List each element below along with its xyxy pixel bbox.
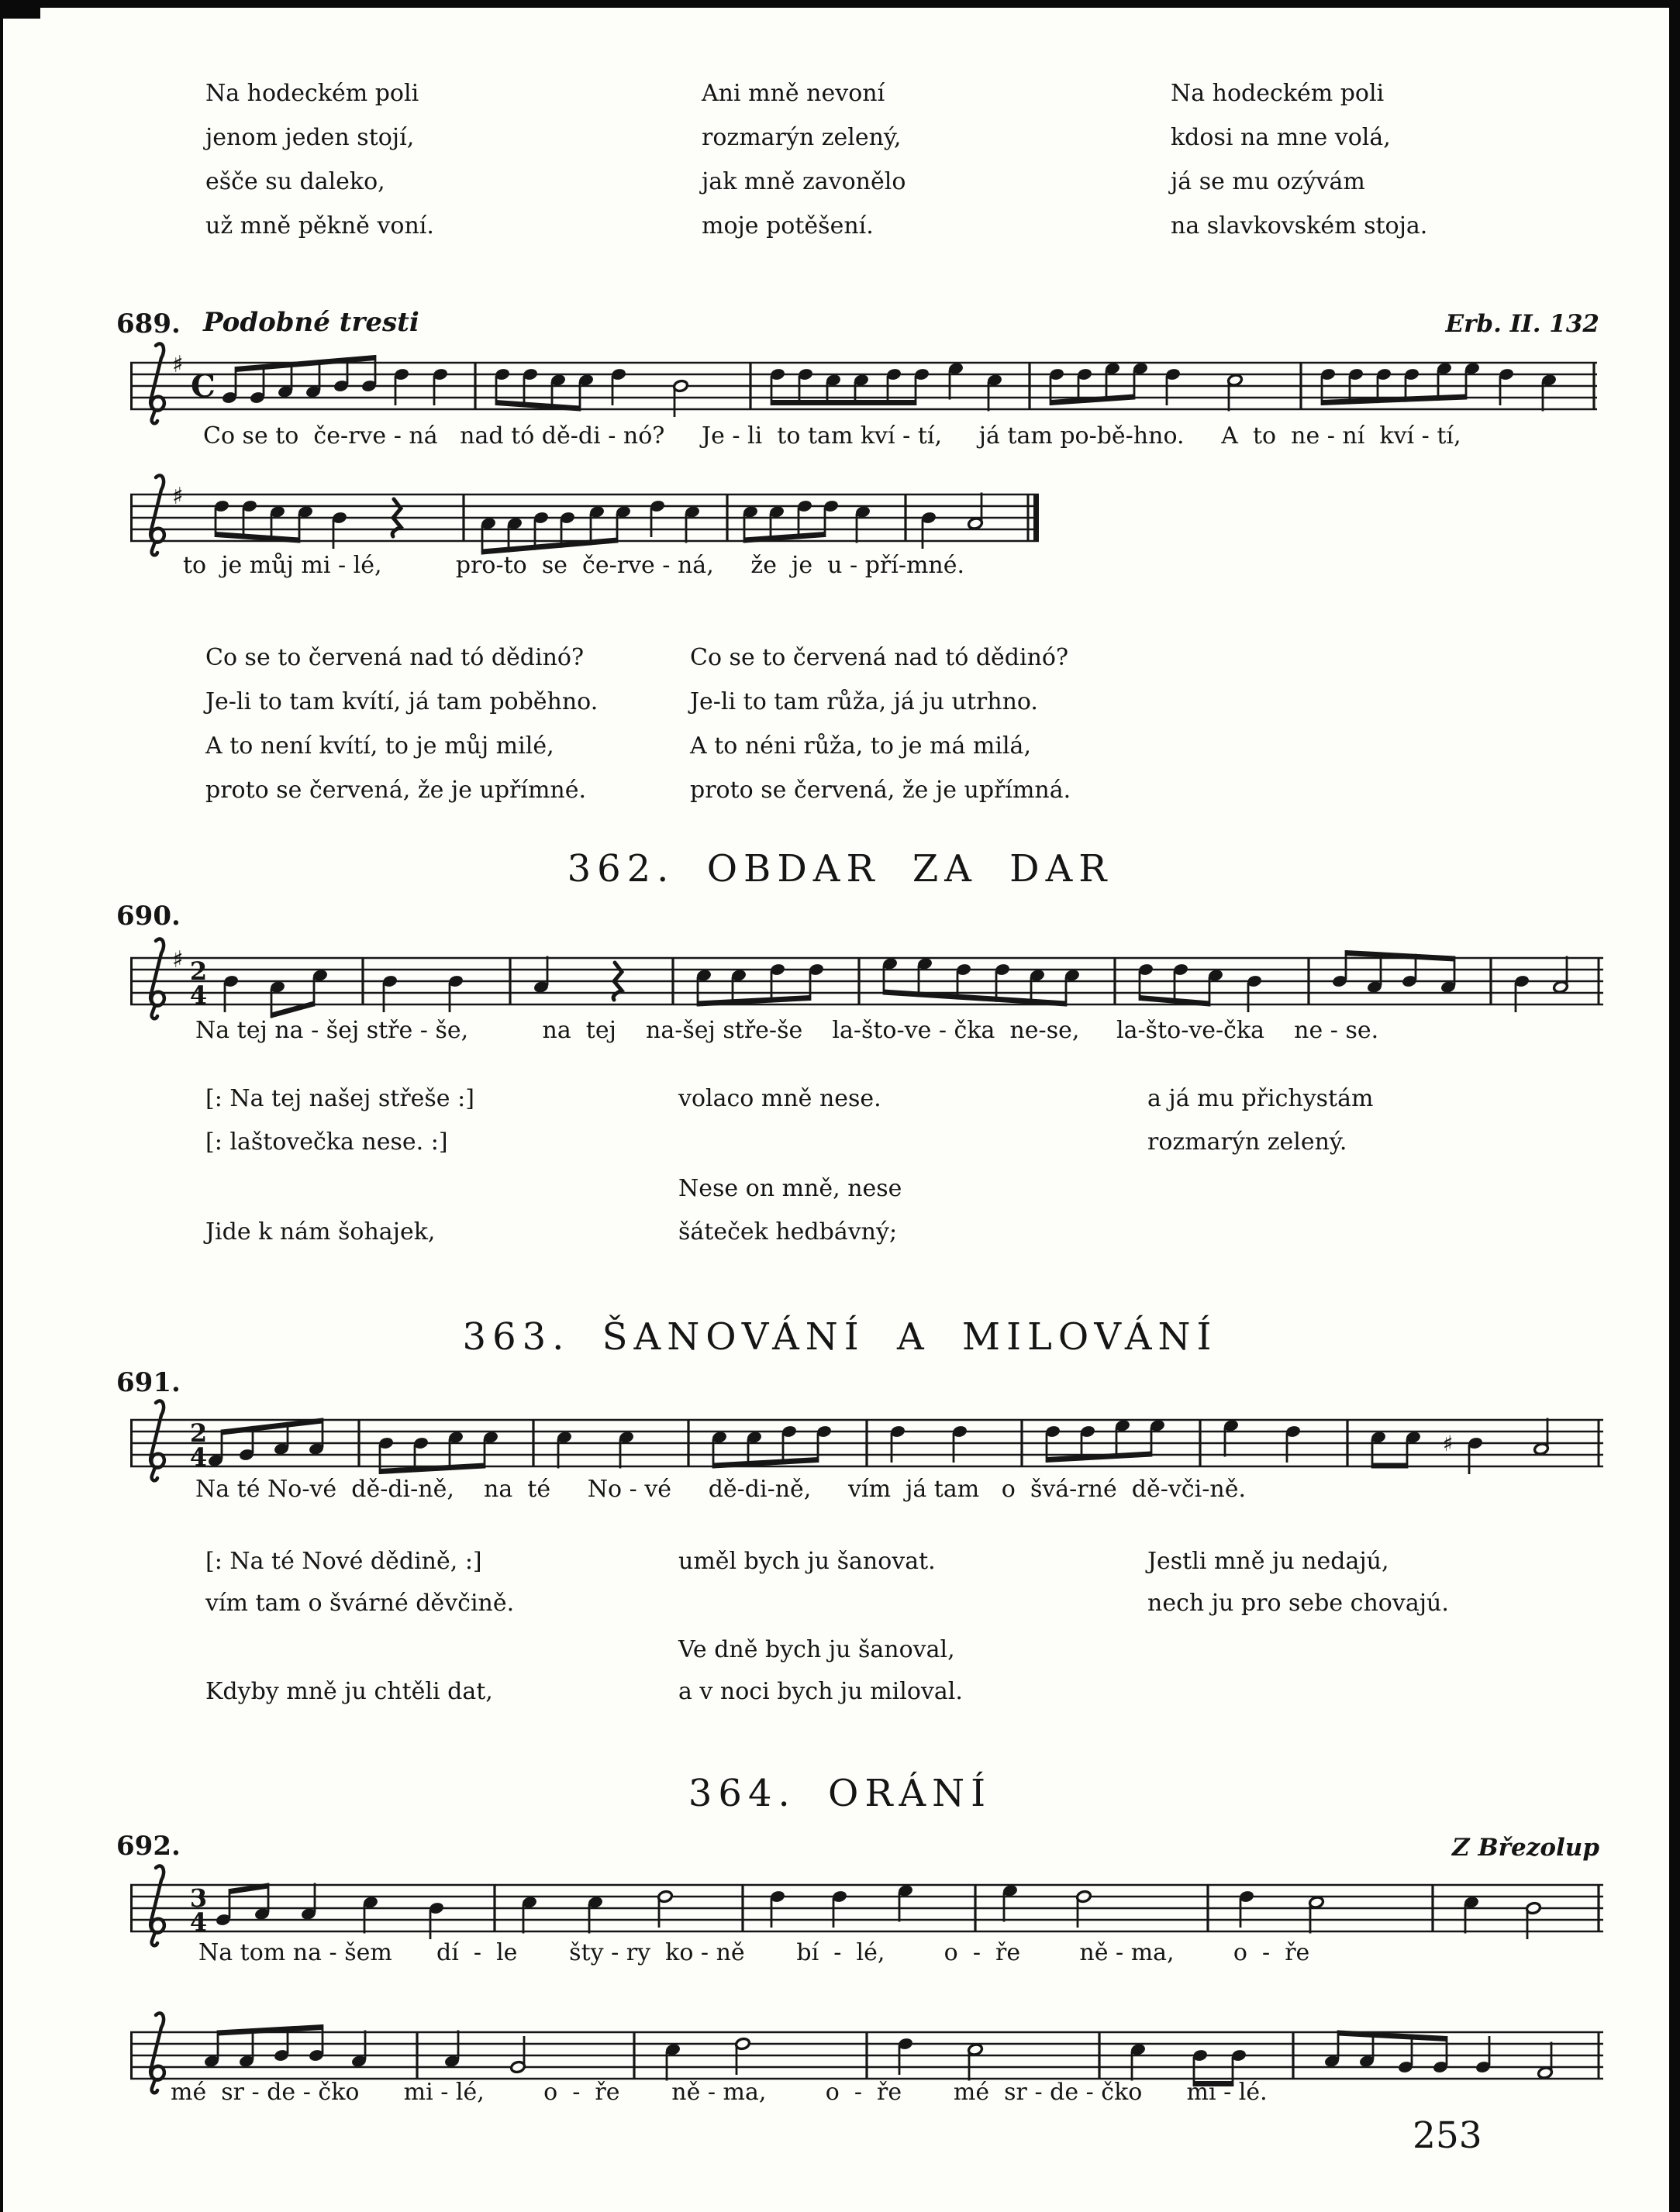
verse-column-691-2 bbox=[678, 1541, 963, 1713]
verse-line: Jide k nám šohajek, bbox=[205, 1218, 436, 1246]
song-number-689: 689. bbox=[116, 308, 181, 339]
verse-line: už mně pěkně voní. bbox=[205, 212, 434, 239]
lyrics-692-line1: Na tom na - šem dí - le šty - ry ko - ně bí - lé, o - ře ně - ma, o - ře bbox=[198, 1939, 1310, 1966]
song-number-692: 692. bbox=[116, 1831, 181, 1862]
verse-line: jenom jeden stojí, bbox=[205, 124, 415, 151]
verse-line bbox=[205, 1164, 474, 1187]
verse-line: Nese on mně, nese bbox=[678, 1175, 902, 1202]
lyrics-689-line2: to je můj mi - lé, pro-to se če-rve - ná, že je u - pří-mné. bbox=[183, 552, 965, 579]
verse-line bbox=[678, 1144, 902, 1167]
svg-text:2: 2 bbox=[189, 956, 208, 986]
scan-edge-corner bbox=[0, 0, 40, 19]
verse-line bbox=[678, 1121, 902, 1144]
verse-line: Na hodeckém poli bbox=[1171, 80, 1385, 107]
svg-text:2: 2 bbox=[189, 1418, 208, 1448]
verse-line: moje potěšení. bbox=[702, 212, 874, 239]
verse-line bbox=[678, 1606, 963, 1629]
verse-line: Co se to červená nad tó dědinó? bbox=[690, 644, 1069, 671]
song-title-689: Podobné tresti bbox=[203, 307, 419, 338]
scan-edge-right bbox=[1669, 0, 1680, 2212]
verse-line: proto se červená, že je upřímná. bbox=[690, 777, 1071, 804]
verse-line: [: laštovečka nese. :] bbox=[205, 1128, 448, 1156]
verse-line: Co se to červená nad tó dědinó? bbox=[205, 644, 585, 671]
lyrics-690: Na tej na - šej stře - še, na tej na-šej stře-še la-što-ve - čka ne-se, la-što-ve-čka ne - se. bbox=[195, 1017, 1379, 1044]
verse-line bbox=[678, 1583, 963, 1606]
verse-line: Je-li to tam kvítí, já tam poběhno. bbox=[205, 688, 599, 715]
svg-text:♯: ♯ bbox=[1443, 1431, 1454, 1456]
verse-column-691-1 bbox=[205, 1541, 514, 1713]
song-source-689: Erb. II. 132 bbox=[1445, 310, 1599, 338]
verse-line bbox=[205, 1187, 474, 1211]
verse-column-689-1 bbox=[205, 636, 598, 812]
svg-text:♯: ♯ bbox=[172, 946, 184, 973]
verse-line: A to néni růža, to je má milá, bbox=[690, 732, 1031, 760]
scan-edge-left bbox=[0, 0, 3, 2212]
verse-line: jak mně zavonělo bbox=[702, 168, 906, 195]
verse-line: Jestli mně ju nedajú, bbox=[1147, 1548, 1389, 1575]
verse-line: já se mu ozývám bbox=[1171, 168, 1365, 195]
heading-362: 362. OBDAR ZA DAR bbox=[567, 847, 1113, 891]
top-verse-column-2 bbox=[702, 71, 906, 248]
svg-text:♯: ♯ bbox=[172, 483, 184, 510]
verse-line: kdosi na mne volá, bbox=[1171, 124, 1391, 151]
verse-line: na slavkovském stoja. bbox=[1171, 212, 1428, 239]
song-number-691: 691. bbox=[116, 1367, 181, 1398]
lyrics-692-line2: mé sr - de - čko mi - lé, o - ře ně - ma, o - ře mé sr - de - čko mi - lé. bbox=[171, 2079, 1268, 2106]
top-verse-column-1 bbox=[205, 71, 434, 248]
svg-text:3: 3 bbox=[189, 1883, 208, 1913]
verse-line: rozmarýn zelený, bbox=[702, 124, 902, 151]
page-number: 253 bbox=[1413, 2114, 1482, 2157]
verse-line: Na hodeckém poli bbox=[205, 80, 419, 107]
verse-line: Je-li to tam růža, já ju utrhno. bbox=[690, 688, 1038, 715]
song-number-690: 690. bbox=[116, 901, 181, 932]
verse-column-690-2 bbox=[678, 1077, 902, 1254]
verse-line: volaco mně nese. bbox=[678, 1085, 881, 1112]
verse-line: a v noci bych ju miloval. bbox=[678, 1678, 963, 1705]
heading-363: 363. ŠANOVÁNÍ A MILOVÁNÍ bbox=[462, 1315, 1218, 1359]
svg-text:4: 4 bbox=[189, 1442, 208, 1472]
svg-text:4: 4 bbox=[189, 1907, 208, 1937]
verse-line: [: Na tej našej střeše :] bbox=[205, 1085, 474, 1112]
verse-line: rozmarýn zelený. bbox=[1147, 1128, 1347, 1156]
verse-line: [: Na té Nové dědině, :] bbox=[205, 1548, 482, 1575]
song-source-692: Z Březolup bbox=[1452, 1834, 1599, 1862]
verse-line: uměl bych ju šanovat. bbox=[678, 1548, 936, 1575]
verse-line: ešče su daleko, bbox=[205, 168, 385, 195]
verse-line: Ve dně bych ju šanoval, bbox=[678, 1636, 955, 1663]
verse-line: Kdyby mně ju chtěli dat, bbox=[205, 1678, 493, 1705]
verse-line: proto se červená, že je upřímné. bbox=[205, 777, 587, 804]
svg-text:♯: ♯ bbox=[172, 351, 184, 378]
verse-line: šáteček hedbávný; bbox=[678, 1218, 898, 1246]
verse-line bbox=[205, 1648, 514, 1671]
verse-line: a já mu přichystám bbox=[1147, 1085, 1374, 1112]
top-verse-column-3 bbox=[1171, 71, 1427, 248]
verse-column-691-3 bbox=[1147, 1541, 1449, 1625]
verse-line: vím tam o švárné děvčině. bbox=[205, 1590, 515, 1617]
verse-line: nech ju pro sebe chovajú. bbox=[1147, 1590, 1449, 1617]
verse-column-690-1 bbox=[205, 1077, 474, 1254]
verse-column-690-3 bbox=[1147, 1077, 1373, 1164]
heading-364: 364. ORÁNÍ bbox=[688, 1772, 992, 1815]
svg-text:4: 4 bbox=[189, 980, 208, 1010]
svg-text:C: C bbox=[191, 368, 216, 405]
lyrics-689-line1: Co se to če-rve - ná nad tó dě-di - nó? Je - li to tam kví - tí, já tam po-bě-hno. A to ne - ní kví - tí, bbox=[203, 422, 1461, 450]
verse-line: A to není kvítí, to je můj milé, bbox=[205, 732, 554, 760]
lyrics-691: Na té No-vé dě-di-ně, na té No - vé dě-di-ně, vím já tam o švá-rné dě-vči-ně. bbox=[195, 1476, 1246, 1503]
verse-line: Ani mně nevoní bbox=[702, 80, 885, 107]
verse-column-689-2 bbox=[690, 636, 1071, 812]
verse-line bbox=[205, 1625, 514, 1648]
scan-edge-top bbox=[0, 0, 1680, 8]
